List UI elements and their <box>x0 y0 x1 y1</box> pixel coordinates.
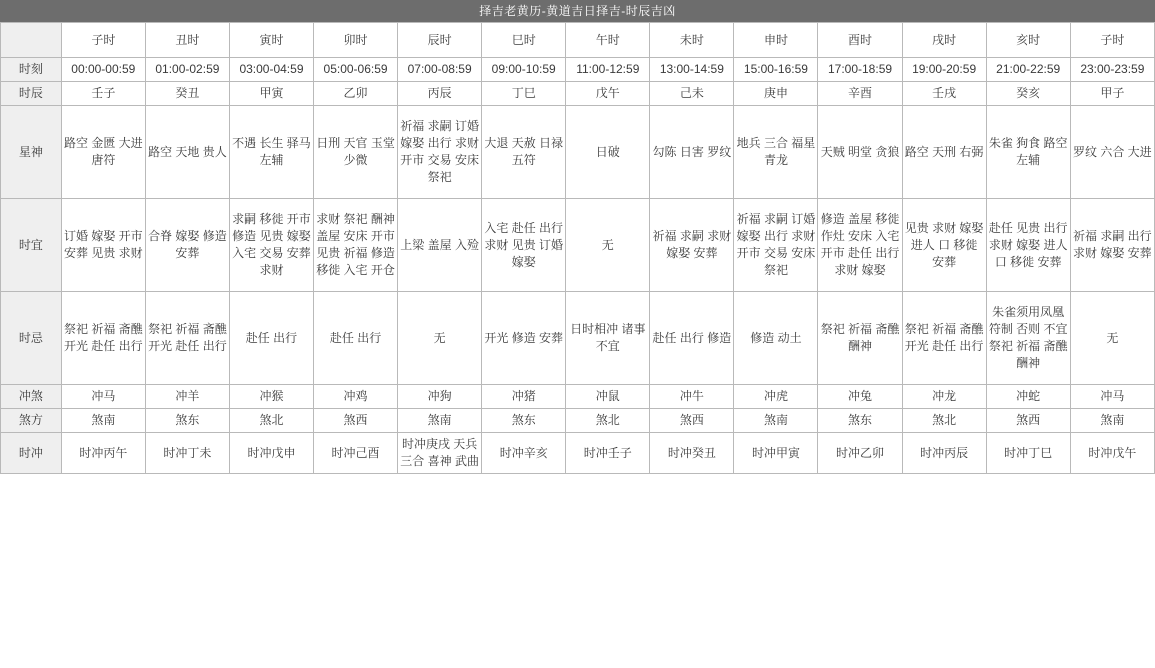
table-row-shike <box>1 58 1155 82</box>
cell-shike: 03:00-04:59 <box>229 58 313 82</box>
cell-xingshen: 地兵 三合 福星 青龙 <box>734 106 818 199</box>
cell-shafang: 煞南 <box>734 409 818 433</box>
cell-chongsha: 冲龙 <box>902 385 986 409</box>
page-title: 择吉老黄历-黄道吉日择吉-时辰吉凶 <box>0 0 1155 22</box>
cell-shichong: 时冲戊申 <box>229 433 313 474</box>
cell-shafang: 煞北 <box>566 409 650 433</box>
cell-chongsha: 冲猪 <box>482 385 566 409</box>
cell-shike: 13:00-14:59 <box>650 58 734 82</box>
cell-shiji: 赴任 出行 <box>229 292 313 385</box>
cell-shiji: 赴任 出行 修造 <box>650 292 734 385</box>
cell-shiyi: 祈福 求嗣 求财 嫁娶 安葬 <box>650 199 734 292</box>
cell-shiji: 祭祀 祈福 斋醮 酬神 <box>818 292 902 385</box>
table-row-shichong <box>1 433 1155 474</box>
cell-shafang: 煞东 <box>818 409 902 433</box>
hour-header: 申时 <box>734 23 818 58</box>
cell-shafang: 煞西 <box>314 409 398 433</box>
cell-shiji: 祭祀 祈福 斋醮 开光 赴任 出行 <box>61 292 145 385</box>
cell-shichong: 时冲丁未 <box>145 433 229 474</box>
cell-shike: 21:00-22:59 <box>986 58 1070 82</box>
cell-shichen: 癸亥 <box>986 82 1070 106</box>
table-row-chongsha <box>1 385 1155 409</box>
cell-shiji: 祭祀 祈福 斋醮 开光 赴任 出行 <box>902 292 986 385</box>
row-label-xingshen: 星神 <box>1 106 62 199</box>
cell-shiyi: 见贵 求财 嫁娶 进人 口 移徙 安葬 <box>902 199 986 292</box>
row-label-shiyi: 时宜 <box>1 199 62 292</box>
cell-shichong: 时冲丙午 <box>61 433 145 474</box>
cell-shichen: 丙辰 <box>398 82 482 106</box>
cell-shike: 05:00-06:59 <box>314 58 398 82</box>
cell-shiyi: 入宅 赴任 出行 求财 见贵 订婚 嫁娶 <box>482 199 566 292</box>
cell-shichen: 壬子 <box>61 82 145 106</box>
cell-shiyi: 求嗣 移徙 开市 修造 见贵 嫁娶 入宅 交易 安葬 求财 <box>229 199 313 292</box>
cell-shike: 19:00-20:59 <box>902 58 986 82</box>
row-label-shichen: 时辰 <box>1 82 62 106</box>
cell-shichen: 甲寅 <box>229 82 313 106</box>
cell-chongsha: 冲马 <box>61 385 145 409</box>
cell-shike: 01:00-02:59 <box>145 58 229 82</box>
cell-shike: 07:00-08:59 <box>398 58 482 82</box>
cell-shiji: 开光 修造 安葬 <box>482 292 566 385</box>
cell-shafang: 煞北 <box>229 409 313 433</box>
hour-header: 子时 <box>61 23 145 58</box>
cell-shiji: 日时相冲 诸事不宜 <box>566 292 650 385</box>
cell-chongsha: 冲虎 <box>734 385 818 409</box>
cell-shafang: 煞北 <box>902 409 986 433</box>
cell-chongsha: 冲鼠 <box>566 385 650 409</box>
table-row-shiji <box>1 292 1155 385</box>
cell-shafang: 煞南 <box>398 409 482 433</box>
cell-shichong: 时冲戊午 <box>1070 433 1154 474</box>
cell-shafang: 煞南 <box>61 409 145 433</box>
table-header-row <box>1 23 1155 58</box>
hour-header: 子时 <box>1070 23 1154 58</box>
cell-shike: 00:00-00:59 <box>61 58 145 82</box>
cell-shiji: 祭祀 祈福 斋醮 开光 赴任 出行 <box>145 292 229 385</box>
cell-shichong: 时冲壬子 <box>566 433 650 474</box>
cell-shichen: 庚申 <box>734 82 818 106</box>
row-label-chongsha: 冲煞 <box>1 385 62 409</box>
hour-header: 未时 <box>650 23 734 58</box>
cell-shiyi: 合脊 嫁娶 修造 安葬 <box>145 199 229 292</box>
hour-header: 丑时 <box>145 23 229 58</box>
cell-shichen: 戊午 <box>566 82 650 106</box>
cell-shafang: 煞西 <box>986 409 1070 433</box>
cell-shichong: 时冲辛亥 <box>482 433 566 474</box>
cell-shichong: 时冲丁巳 <box>986 433 1070 474</box>
table-row-shiyi <box>1 199 1155 292</box>
hour-header: 卯时 <box>314 23 398 58</box>
cell-xingshen: 日刑 天官 玉堂 少微 <box>314 106 398 199</box>
cell-shichong: 时冲庚戌 天兵 三合 喜神 武曲 <box>398 433 482 474</box>
hour-header: 辰时 <box>398 23 482 58</box>
cell-xingshen: 祈福 求嗣 订婚 嫁娶 出行 求财 开市 交易 安床 祭祀 <box>398 106 482 199</box>
row-label-shafang: 煞方 <box>1 409 62 433</box>
cell-xingshen: 天贼 明堂 贪狼 <box>818 106 902 199</box>
cell-shiji: 朱雀须用凤凰符制 否则 不宜 祭祀 祈福 斋醮 酬神 <box>986 292 1070 385</box>
cell-xingshen: 朱雀 狗食 路空 左辅 <box>986 106 1070 199</box>
cell-chongsha: 冲猴 <box>229 385 313 409</box>
row-label-shike: 时刻 <box>1 58 62 82</box>
cell-shichen: 癸丑 <box>145 82 229 106</box>
cell-shiji: 修造 动土 <box>734 292 818 385</box>
cell-shichong: 时冲癸丑 <box>650 433 734 474</box>
cell-shike: 09:00-10:59 <box>482 58 566 82</box>
hour-header: 寅时 <box>229 23 313 58</box>
cell-chongsha: 冲蛇 <box>986 385 1070 409</box>
cell-shiji: 无 <box>1070 292 1154 385</box>
cell-xingshen: 勾陈 日害 罗纹 <box>650 106 734 199</box>
cell-xingshen: 不遇 长生 驿马 左辅 <box>229 106 313 199</box>
row-label-shichong: 时冲 <box>1 433 62 474</box>
hour-header: 戌时 <box>902 23 986 58</box>
cell-shichong: 时冲丙辰 <box>902 433 986 474</box>
cell-chongsha: 冲狗 <box>398 385 482 409</box>
cell-shiyi: 无 <box>566 199 650 292</box>
cell-chongsha: 冲鸡 <box>314 385 398 409</box>
cell-shiyi: 赴任 见贵 出行 求财 嫁娶 进人 口 移徙 安葬 <box>986 199 1070 292</box>
table-row-xingshen <box>1 106 1155 199</box>
cell-shiji: 无 <box>398 292 482 385</box>
cell-shichen: 甲子 <box>1070 82 1154 106</box>
cell-shike: 23:00-23:59 <box>1070 58 1154 82</box>
cell-shiyi: 上梁 盖屋 入殓 <box>398 199 482 292</box>
cell-chongsha: 冲兔 <box>818 385 902 409</box>
hour-header: 巳时 <box>482 23 566 58</box>
corner-cell <box>1 23 62 58</box>
cell-xingshen: 路空 天刑 右弼 <box>902 106 986 199</box>
cell-chongsha: 冲马 <box>1070 385 1154 409</box>
cell-shiyi: 订婚 嫁娶 开市 安葬 见贵 求财 <box>61 199 145 292</box>
cell-shichen: 己未 <box>650 82 734 106</box>
cell-chongsha: 冲牛 <box>650 385 734 409</box>
cell-shiyi: 祈福 求嗣 出行 求财 嫁娶 安葬 <box>1070 199 1154 292</box>
hour-header: 午时 <box>566 23 650 58</box>
row-label-shiji: 时忌 <box>1 292 62 385</box>
cell-shafang: 煞东 <box>482 409 566 433</box>
cell-xingshen: 路空 天地 贵人 <box>145 106 229 199</box>
table-row-shichen <box>1 82 1155 106</box>
cell-shichong: 时冲己酉 <box>314 433 398 474</box>
cell-shiyi: 修造 盖屋 移徙 作灶 安床 入宅 开市 赴任 出行 求财 嫁娶 <box>818 199 902 292</box>
cell-shiji: 赴任 出行 <box>314 292 398 385</box>
cell-chongsha: 冲羊 <box>145 385 229 409</box>
cell-shichen: 丁巳 <box>482 82 566 106</box>
cell-shike: 17:00-18:59 <box>818 58 902 82</box>
cell-xingshen: 路空 金匮 大进 唐符 <box>61 106 145 199</box>
cell-shiyi: 求财 祭祀 酬神 盖屋 安床 开市 见贵 祈福 修造 移徙 入宅 开仓 <box>314 199 398 292</box>
cell-shiyi: 祈福 求嗣 订婚 嫁娶 出行 求财 开市 交易 安床 祭祀 <box>734 199 818 292</box>
cell-shichen: 辛酉 <box>818 82 902 106</box>
cell-shike: 11:00-12:59 <box>566 58 650 82</box>
table-row-shafang <box>1 409 1155 433</box>
cell-xingshen: 大退 天赦 日禄 五符 <box>482 106 566 199</box>
hour-header: 酉时 <box>818 23 902 58</box>
cell-shafang: 煞西 <box>650 409 734 433</box>
cell-shichong: 时冲甲寅 <box>734 433 818 474</box>
cell-shichong: 时冲乙卯 <box>818 433 902 474</box>
cell-xingshen: 日破 <box>566 106 650 199</box>
cell-shichen: 壬戌 <box>902 82 986 106</box>
hour-fortune-table <box>0 22 1155 474</box>
cell-shafang: 煞南 <box>1070 409 1154 433</box>
cell-xingshen: 罗纹 六合 大进 <box>1070 106 1154 199</box>
cell-shafang: 煞东 <box>145 409 229 433</box>
cell-shichen: 乙卯 <box>314 82 398 106</box>
cell-shike: 15:00-16:59 <box>734 58 818 82</box>
hour-header: 亥时 <box>986 23 1070 58</box>
